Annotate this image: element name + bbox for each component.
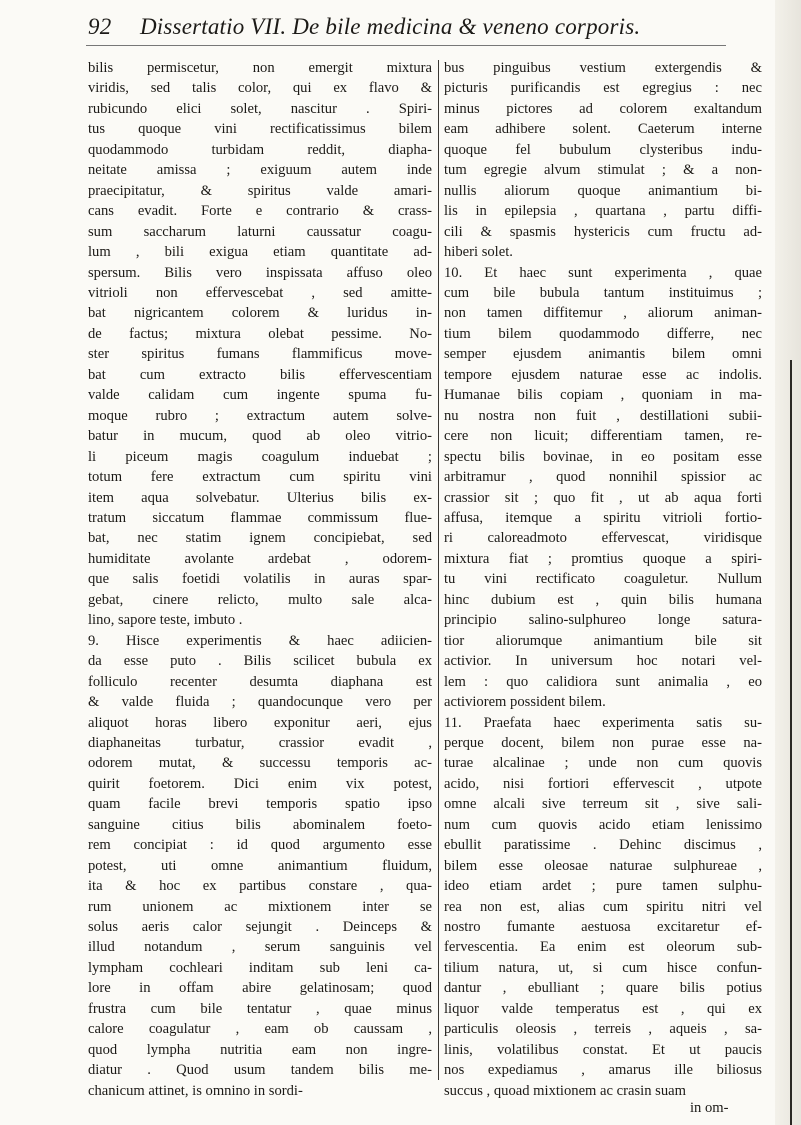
- text-line: viridis, sed talis color, qui ex flavo &: [88, 80, 432, 97]
- text-line: hiberi solet.: [444, 244, 513, 261]
- text-line: lem : quo calidiora sunt animalia , eo: [444, 673, 762, 690]
- text-line: quodammodo turbidam reddit, diapha-: [88, 141, 432, 158]
- text-line: solus aeris calor sejungit . Deinceps &: [88, 919, 432, 936]
- text-line: item aqua solvebatur. Ulterius bilis ex-: [88, 489, 432, 506]
- page-header: [88, 10, 748, 40]
- text-line: tior aliorumque animantium bile sit: [444, 632, 762, 649]
- text-line: & valde fluida ; quandocunque vero per: [88, 694, 432, 711]
- text-line: de factus; mixtura olebat pessime. No-: [88, 325, 432, 342]
- text-line: rubicundo elici solet, nascitur . Spiri-: [88, 100, 432, 117]
- text-line: spectu bilis bovinae, in eo positam esse: [444, 448, 762, 465]
- text-line: 11. Praefata haec experimenta satis su-: [444, 714, 762, 731]
- text-line: minus pictores ad colorem exaltandum: [444, 100, 762, 117]
- text-line: sum saccharum laturni caussatur coagu-: [88, 223, 432, 240]
- column-divider: [438, 60, 439, 1080]
- text-line: moque rubro ; extractum autem solve-: [88, 407, 432, 424]
- text-line: bat, nec statim ignem concipiebat, sed: [88, 530, 432, 547]
- text-line: quoque fel bubulum clysteribus indu-: [444, 141, 762, 158]
- text-line: 9. Hisce experimentis & haec adiicien-: [88, 632, 432, 649]
- text-line: hinc dubium est , quin bilis humana: [444, 591, 762, 608]
- text-line: spersum. Bilis vero inspissata affuso oleo: [88, 264, 432, 281]
- text-line: affusa, itemque a spiritu vitrioli fortio-: [444, 509, 762, 526]
- text-line: rum unionem ac mixtionem inter se: [88, 898, 432, 915]
- catchword: in om-: [690, 1100, 729, 1116]
- text-line: lum , bili exigua etiam quantitate ad-: [88, 244, 432, 261]
- text-line: lore in offam abire gelatinosam; quod: [88, 980, 432, 997]
- text-line: totum fere extractum cum spiritu vini: [88, 469, 432, 486]
- text-line: vitrioli non effervescebat , sed amitte-: [88, 284, 432, 301]
- text-line: bat cum extracto bilis effervescentiam: [88, 366, 432, 383]
- text-line: lino, sapore teste, imbuto .: [88, 612, 243, 629]
- left-column: [88, 58, 432, 1101]
- right-column: [444, 58, 762, 1101]
- text-line: diatur . Quod usum tandem bilis me-: [88, 1062, 432, 1079]
- text-line: nu nostra non fuit , destillationi subii-: [444, 407, 762, 424]
- text-line: liquor valde temperatus est , qui ex: [444, 1000, 762, 1017]
- text-line: ideo etiam ardet ; pure tamen sulphu-: [444, 878, 762, 895]
- text-line: omne alcali sive terreum sit , sive sali-: [444, 796, 762, 813]
- text-line: que salis foetidi volatilis in auras spar-: [88, 571, 432, 588]
- text-line: turae alcalinae ; unde non cum quovis: [444, 755, 762, 772]
- text-line: cans evadit. Forte e contrario & crass-: [88, 203, 432, 220]
- text-line: calore coagulatur , eam ob caussam ,: [88, 1021, 432, 1038]
- text-line: tum egregie alvum stimulat ; & a non-: [444, 162, 762, 179]
- page-number: 92: [88, 14, 112, 39]
- text-line: nullis aliorum quoque animantium bi-: [444, 182, 762, 199]
- text-line: rea non est, alias cum spiritu nitri vel: [444, 898, 762, 915]
- text-line: praecipitatur, & spiritus valde amari-: [88, 182, 432, 199]
- text-line: nostro fumante aestuosa excitaretur ef-: [444, 919, 762, 936]
- text-line: tu vini rectificato coaguletur. Nullum: [444, 571, 762, 588]
- text-line: eam adhibere solent. Caeterum interne: [444, 121, 762, 138]
- text-line: quam facile brevi temporis spatio ipso: [88, 796, 432, 813]
- text-line: non tamen diffitemur , aliorum animan-: [444, 305, 762, 322]
- text-line: crassior sit ; quo fit , ut ab aqua forti: [444, 489, 762, 506]
- text-line: Humanae bilis copiam , quoniam in ma-: [444, 387, 762, 404]
- text-line: odorem mutat, & successu temporis ac-: [88, 755, 432, 772]
- text-line: valde calidam cum ingente spuma fu-: [88, 387, 432, 404]
- header-rule: [86, 45, 726, 46]
- text-line: tilium natura, ut, si cum hisce confun-: [444, 959, 762, 976]
- text-line: activiorem possident bilem.: [444, 694, 606, 711]
- text-line: activior. In universum hoc notari vel-: [444, 653, 762, 670]
- text-line: diaphaneitas turbatur, crassior evadit ,: [88, 734, 432, 751]
- text-line: humiditate avolante ardebat , odorem-: [88, 550, 432, 567]
- text-line: illud notandum , serum sanguinis vel: [88, 939, 432, 956]
- text-line: principio salino-sulphureo longe satura-: [444, 612, 762, 629]
- text-line: li piceum magis coagulum induebat ;: [88, 448, 432, 465]
- text-line: succus , quoad mixtionem ac crasin suam: [444, 1082, 686, 1099]
- text-line: bat nigricantem colorem & luridus in-: [88, 305, 432, 322]
- text-line: quod lympha nutritia eam non ingre-: [88, 1041, 432, 1058]
- text-line: cili & spasmis hystericis cum fructu ad-: [444, 223, 762, 240]
- text-line: arbitramur , quod nonnihil spissior ac: [444, 469, 762, 486]
- text-line: neitate amissa ; exiguum autem inde: [88, 162, 432, 179]
- text-line: cum bile bubula tantum instituimus ;: [444, 284, 762, 301]
- text-line: bus pinguibus vestium extergendis &: [444, 60, 762, 76]
- text-line: frustra cum bile tentatur , quae minus: [88, 1000, 432, 1017]
- text-line: ebullit paratissime . Dehinc discimus ,: [444, 837, 762, 854]
- text-line: tus quoque vini rectificatissimus bilem: [88, 121, 432, 138]
- text-line: particulis oleosis , terreis , aqueis , sa-: [444, 1021, 762, 1038]
- text-line: mixtura fiat ; promtius quoque a spiri-: [444, 550, 762, 567]
- text-line: gebat, cinere relicto, multo sale alca-: [88, 591, 432, 608]
- text-line: semper ejusdem animantis bilem omni: [444, 346, 762, 363]
- text-line: tempore ejusdem naturae esse ac indolis.: [444, 366, 762, 383]
- text-line: cere non licuit; differentiam tamen, re-: [444, 428, 762, 445]
- text-line: acido, nisi fortiori effervescit , utpote: [444, 775, 762, 792]
- text-line: chanicum attinet, is omnino in sordi-: [88, 1082, 303, 1099]
- text-line: aliquot horas libero exponitur aeri, ejus: [88, 714, 432, 731]
- running-title: Dissertatio VII. De bile medicina & veneno corporis.: [140, 14, 641, 39]
- text-line: num cum quovis acido etiam lenissimo: [444, 816, 762, 833]
- text-line: bilem esse oleosae naturae sulphureae ,: [444, 857, 762, 874]
- text-line: fervescentia. Ea enim est oleorum sub-: [444, 939, 762, 956]
- text-line: rem concipiat : id quod argumento esse: [88, 837, 432, 854]
- text-line: quirit foetorem. Dici enim vix potest,: [88, 775, 432, 792]
- text-line: ri caloreadmoto effervescat, viridisque: [444, 530, 762, 547]
- text-line: tratum siccatum flammae commissum flue-: [88, 509, 432, 526]
- page-edge-line: [790, 360, 792, 1125]
- text-line: folliculo recenter desumta diaphana est: [88, 673, 432, 690]
- page-edge: [775, 0, 801, 1125]
- text-line: perque docent, bilem non purae esse na-: [444, 734, 762, 751]
- text-line: picturis purificandis est egregius : nec: [444, 80, 762, 97]
- text-line: ita & hoc ex partibus constare , qua-: [88, 878, 432, 895]
- text-line: da esse puto . Bilis scilicet bubula ex: [88, 653, 432, 670]
- text-line: dantur , ebulliant ; quare bilis potius: [444, 980, 762, 997]
- text-line: potest, uti omne animantium fluidum,: [88, 857, 432, 874]
- text-line: linis, volatilibus constat. Et ut paucis: [444, 1041, 762, 1058]
- text-line: ster spiritus fumans flammificus move-: [88, 346, 432, 363]
- text-line: bilis permiscetur, non emergit mixtura: [88, 60, 432, 76]
- text-line: tium bilem quodammodo differre, nec: [444, 325, 762, 342]
- text-line: lympham cochleari inditam sub leni ca-: [88, 959, 432, 976]
- text-line: nos expediamus , amarus ille biliosus: [444, 1062, 762, 1079]
- text-line: sanguine citius bilis abominalem foeto-: [88, 816, 432, 833]
- text-line: lis in epilepsia , quartana , partu diffi-: [444, 203, 762, 220]
- text-line: batur in mucum, quod ab oleo vitrio-: [88, 428, 432, 445]
- text-line: 10. Et haec sunt experimenta , quae: [444, 264, 762, 281]
